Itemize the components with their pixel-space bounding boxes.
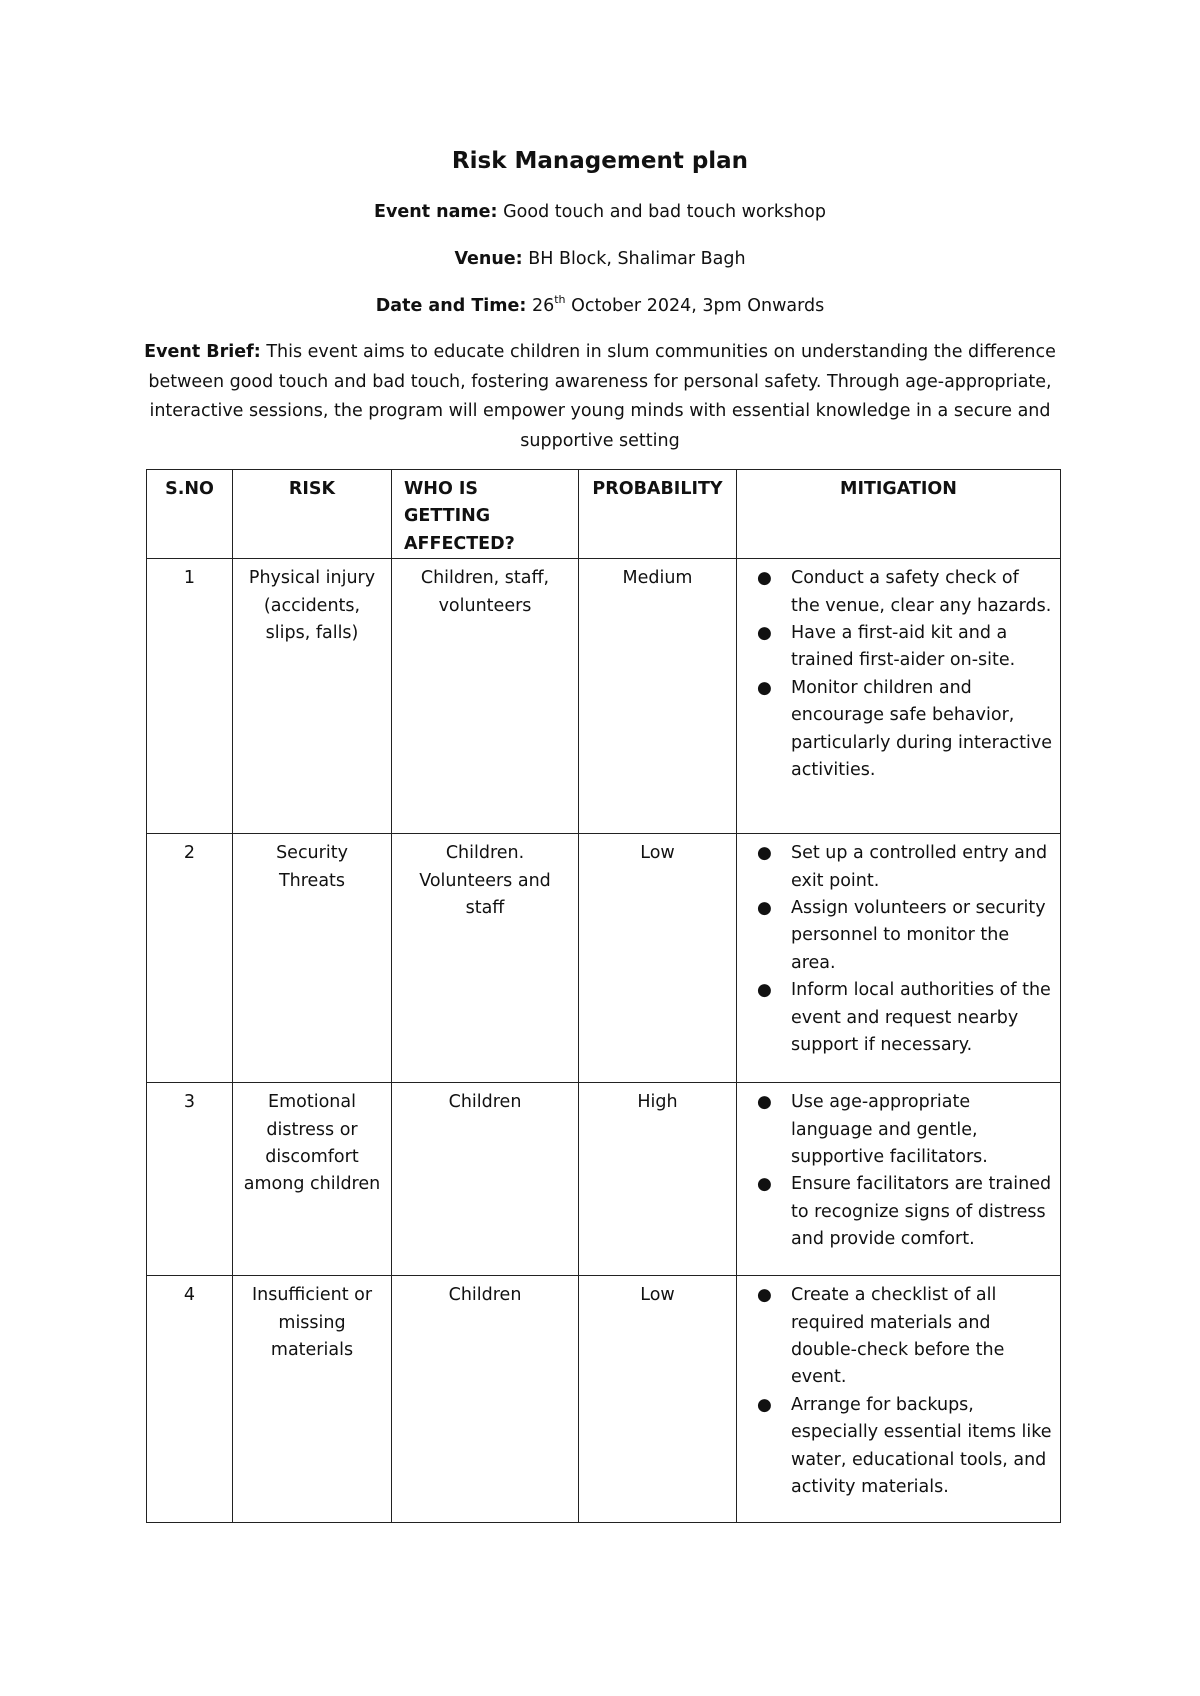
- table-row: [147, 559, 1061, 834]
- mitigation-text: Have a first-aid kit and a trained first-aider on-site.: [791, 623, 1016, 671]
- bullet-icon: ●: [757, 980, 772, 1001]
- mitigation-item: [751, 565, 1052, 620]
- venue-line: [0, 249, 1200, 269]
- date-day: 26: [531, 295, 555, 316]
- cell-mitigation: [737, 1276, 1061, 1523]
- event-brief-label: Event Brief:: [144, 342, 261, 362]
- cell-sno: 4: [147, 1276, 233, 1523]
- bullet-icon: ●: [757, 677, 772, 698]
- mitigation-item: [751, 1171, 1052, 1253]
- mitigation-text: Arrange for backups, especially essential items like water, educational tools, and activity materials.: [791, 1394, 1052, 1498]
- mitigation-item: [751, 840, 1052, 895]
- table-row: [147, 1083, 1061, 1276]
- document-title: Risk Management plan: [451, 148, 749, 174]
- cell-risk: Physical injury (accidents, slips, falls): [233, 559, 392, 834]
- cell-mitigation: [737, 1083, 1061, 1276]
- header-mitigation: MITIGATION: [737, 470, 1061, 559]
- mitigation-list: [751, 565, 1052, 784]
- cell-probability: High: [579, 1083, 737, 1276]
- cell-probability: Low: [579, 834, 737, 1083]
- mitigation-item: [751, 620, 1052, 675]
- mitigation-text: Conduct a safety check of the venue, clear any hazards.: [791, 568, 1052, 616]
- cell-risk: Emotional distress or discomfort among children: [233, 1083, 392, 1276]
- bullet-icon: ●: [757, 898, 772, 919]
- mitigation-text: Monitor children and encourage safe behavior, particularly during interactive activities.: [791, 677, 1053, 781]
- date-time-value: October 2024, 3pm Onwards: [571, 295, 825, 316]
- mitigation-item: [751, 1392, 1052, 1502]
- mitigation-list: [751, 1282, 1052, 1501]
- mitigation-list: [751, 1089, 1052, 1253]
- cell-mitigation: [737, 834, 1061, 1083]
- mitigation-text: Set up a controlled entry and exit point.: [791, 843, 1048, 891]
- cell-mitigation: [737, 559, 1061, 834]
- cell-risk: Security Threats: [233, 834, 392, 1083]
- mitigation-item: [751, 675, 1052, 785]
- cell-probability: Medium: [579, 559, 737, 834]
- bullet-icon: ●: [757, 623, 772, 644]
- risk-table: [146, 469, 1061, 1523]
- date-time-line: [0, 294, 1200, 316]
- mitigation-text: Assign volunteers or security personnel to monitor the area.: [791, 898, 1046, 973]
- event-name-label: Event name:: [374, 202, 498, 222]
- event-name-value: Good touch and bad touch workshop: [503, 202, 826, 222]
- header-affected: WHO IS GETTING AFFECTED?: [392, 470, 579, 559]
- venue-label: Venue:: [454, 249, 523, 269]
- cell-affected: Children. Volunteers and staff: [392, 834, 579, 1083]
- mitigation-text: Use age-appropriate language and gentle, supportive facilitators.: [791, 1092, 988, 1168]
- header-risk: RISK: [233, 470, 392, 559]
- mitigation-list: [751, 840, 1052, 1059]
- bullet-icon: ●: [757, 1285, 772, 1306]
- cell-affected: Children, staff, volunteers: [392, 559, 579, 834]
- mitigation-item: [751, 977, 1052, 1059]
- date-time-label: Date and Time:: [375, 295, 527, 316]
- table-header-row: [147, 470, 1061, 559]
- cell-sno: 1: [147, 559, 233, 834]
- cell-affected: Children: [392, 1276, 579, 1523]
- bullet-icon: ●: [757, 843, 772, 864]
- mitigation-item: [751, 1089, 1052, 1171]
- cell-risk: Insufficient or missing materials: [233, 1276, 392, 1523]
- mitigation-text: Inform local authorities of the event and request nearby support if necessary.: [791, 980, 1051, 1056]
- table-row: [147, 1276, 1061, 1523]
- date-ordinal-suffix: th: [554, 293, 566, 306]
- mitigation-text: Create a checklist of all required materials and double-check before the event.: [791, 1285, 1005, 1388]
- header-probability: PROBABILITY: [579, 470, 737, 559]
- mitigation-text: Ensure facilitators are trained to recognize signs of distress and provide comfort.: [791, 1174, 1052, 1250]
- bullet-icon: ●: [757, 568, 772, 589]
- mitigation-item: [751, 895, 1052, 977]
- cell-sno: 2: [147, 834, 233, 1083]
- venue-value: BH Block, Shalimar Bagh: [528, 249, 746, 269]
- bullet-icon: ●: [757, 1092, 772, 1113]
- event-name-line: [0, 202, 1200, 222]
- table-row: [147, 834, 1061, 1083]
- header-sno: S.NO: [147, 470, 233, 559]
- bullet-icon: ●: [757, 1394, 772, 1415]
- mitigation-item: [751, 1282, 1052, 1392]
- event-brief-text: This event aims to educate children in slum communities on understanding the difference between good touch and bad touch, fostering awareness for personal safety. Through age-appropriate, interactive sessions, the program will empower young minds with essential knowledge in a secure and supportive setting: [148, 342, 1056, 451]
- bullet-icon: ●: [757, 1174, 772, 1195]
- event-brief: [140, 338, 1060, 456]
- cell-probability: Low: [579, 1276, 737, 1523]
- cell-sno: 3: [147, 1083, 233, 1276]
- cell-affected: Children: [392, 1083, 579, 1276]
